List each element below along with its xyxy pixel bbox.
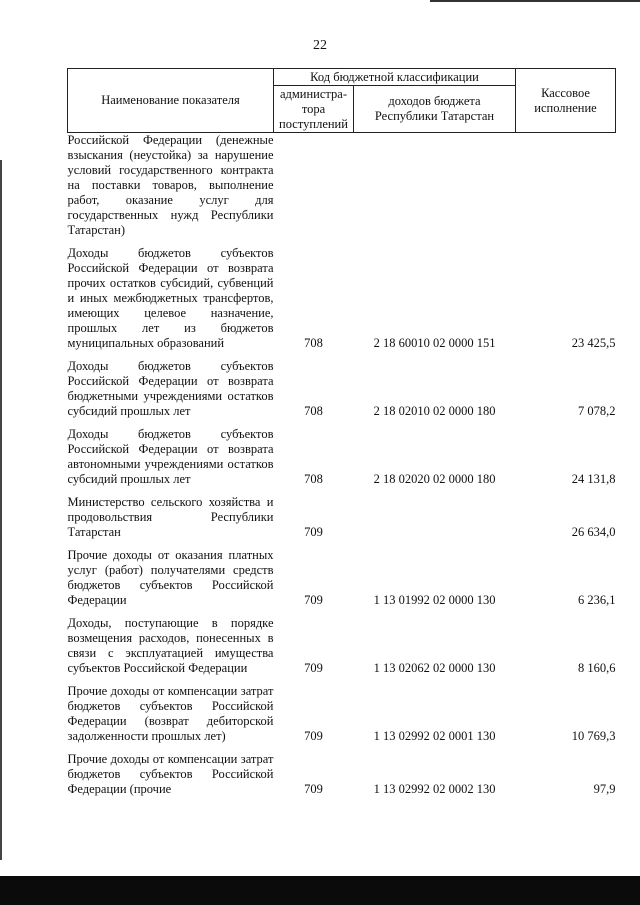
row-code bbox=[354, 495, 516, 540]
row-code: 2 18 02010 02 0000 180 bbox=[373, 404, 496, 418]
page-number: 22 bbox=[313, 38, 327, 53]
row-amount: 8 160,6 bbox=[578, 661, 616, 675]
row-name: Прочие доходы от компенсации затрат бюджетов субъектов Российской Федерации (прочие bbox=[67, 752, 274, 796]
row-code: 1 13 01992 02 0000 130 bbox=[373, 593, 496, 607]
row-code bbox=[354, 133, 516, 239]
table-row bbox=[68, 548, 616, 608]
row-code: 2 18 60010 02 0000 151 bbox=[373, 336, 496, 350]
row-code: 1 13 02062 02 0000 130 bbox=[373, 661, 496, 675]
row-code: 1 13 02992 02 0002 130 bbox=[373, 782, 496, 796]
table-row bbox=[68, 616, 616, 676]
row-admin: 709 bbox=[304, 661, 323, 675]
row-amount: 97,9 bbox=[593, 782, 616, 796]
scan-top-rule bbox=[430, 0, 640, 2]
row-admin: 708 bbox=[304, 404, 323, 418]
budget-table bbox=[67, 68, 616, 797]
row-admin: 709 bbox=[304, 525, 323, 539]
row-admin: 709 bbox=[304, 593, 323, 607]
row-name: Доходы, поступающие в порядке возмещения расходов, понесенных в связи с эксплуатацией имущества субъектов Российской Федерации bbox=[67, 616, 274, 675]
table-row bbox=[68, 246, 616, 351]
row-amount: 6 236,1 bbox=[578, 593, 616, 607]
row-admin: 709 bbox=[304, 782, 323, 796]
row-name: Прочие доходы от оказания платных услуг (работ) получателями средств бюджетов субъектов Российской Федерации bbox=[67, 548, 274, 607]
header-name: Наименование показателя bbox=[68, 69, 274, 133]
row-amount: 10 769,3 bbox=[571, 729, 616, 743]
row-name: Доходы бюджетов субъектов Российской Федерации от возврата прочих остатков субсидий, субвенций и иных межбюджетных трансфертов, имеющих целевое назначение, прошлых лет из бюджетов муниципальных образований bbox=[67, 246, 274, 350]
row-code: 1 13 02992 02 0001 130 bbox=[373, 729, 496, 743]
row-amount: 23 425,5 bbox=[571, 336, 616, 350]
row-amount bbox=[516, 133, 616, 239]
row-amount: 26 634,0 bbox=[571, 525, 616, 539]
row-amount: 7 078,2 bbox=[578, 404, 616, 418]
table-row bbox=[68, 684, 616, 744]
row-amount: 24 131,8 bbox=[571, 472, 616, 486]
header-admin: администра-тора поступлений bbox=[274, 86, 354, 133]
table-row bbox=[68, 752, 616, 797]
table-row bbox=[68, 359, 616, 419]
table-row bbox=[68, 495, 616, 540]
scan-bottom-band bbox=[0, 876, 640, 905]
row-admin: 709 bbox=[304, 729, 323, 743]
row-name: Российской Федерации (денежные взыскания (неустойка) за нарушение условий государственного контракта на поставки товаров, выполнение работ, оказание услуг для государственных нужд Республики Татарстан) bbox=[67, 133, 274, 237]
row-code: 2 18 02020 02 0000 180 bbox=[373, 472, 496, 486]
row-admin: 708 bbox=[304, 336, 323, 350]
header-income: доходов бюджета Республики Татарстан bbox=[354, 86, 516, 133]
row-name: Доходы бюджетов субъектов Российской Федерации от возврата автономными учреждениями остатков субсидий прошлых лет bbox=[67, 427, 274, 486]
table-row bbox=[68, 427, 616, 487]
table-row bbox=[68, 133, 616, 239]
header-budget-code: Код бюджетной классификации bbox=[274, 69, 516, 86]
row-name: Министерство сельского хозяйства и продовольствия Республики Татарстан bbox=[67, 495, 274, 539]
row-name: Доходы бюджетов субъектов Российской Федерации от возврата бюджетными учреждениями остатков субсидий прошлых лет bbox=[67, 359, 274, 418]
scan-left-edge bbox=[0, 160, 2, 860]
row-admin: 708 bbox=[304, 472, 323, 486]
row-name: Прочие доходы от компенсации затрат бюджетов субъектов Российской Федерации (возврат дебиторской задолженности прошлых лет) bbox=[67, 684, 274, 743]
header-amount: Кассовое исполнение bbox=[516, 69, 616, 133]
row-admin bbox=[274, 133, 354, 239]
